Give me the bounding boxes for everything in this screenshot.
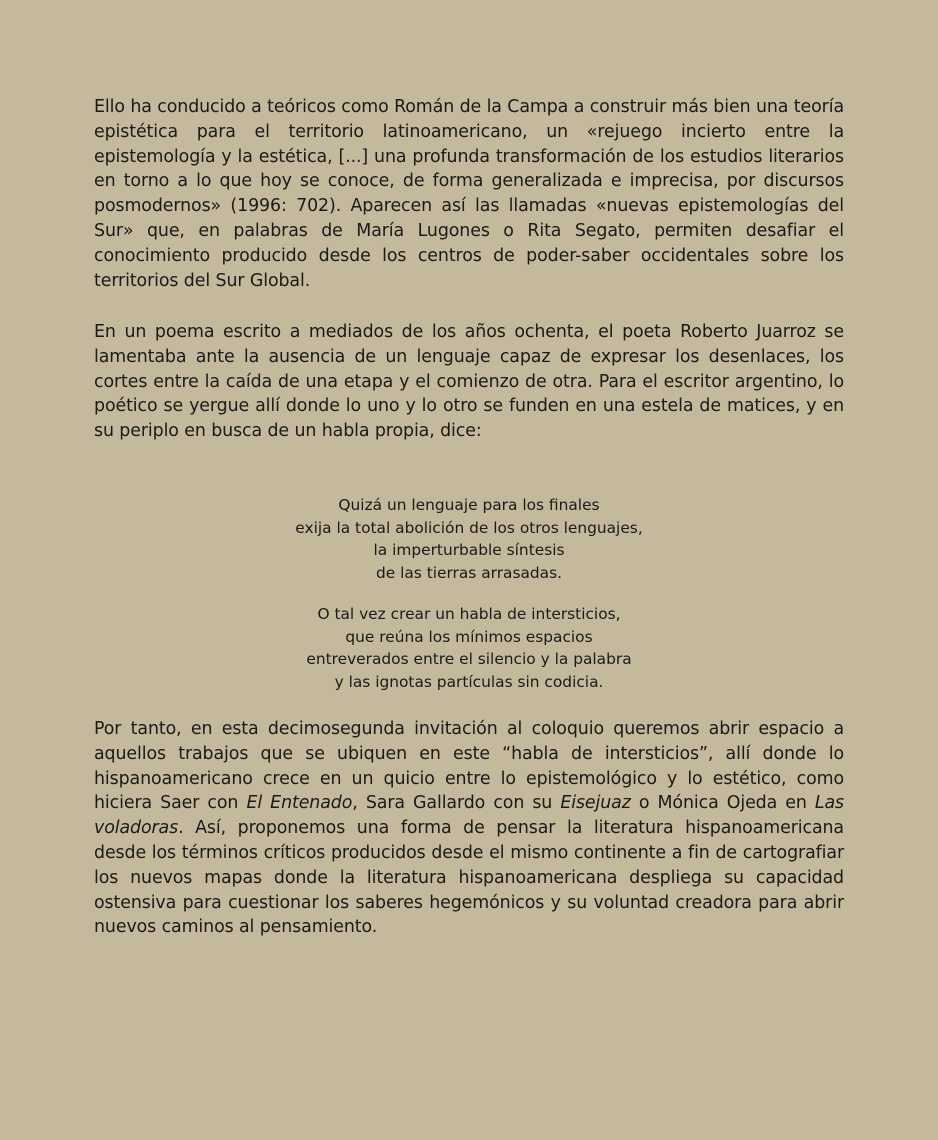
poem-line: entreverados entre el silencio y la palabra: [306, 650, 632, 669]
poem-line: que reúna los mínimos espacios: [345, 627, 593, 646]
poem-line: la imperturbable síntesis: [373, 541, 565, 560]
paragraph-text: . Así, proponemos una forma de pensar la literatura hispanoamericana desde los términos críticos producidos desde el mismo continente a fin de cartografiar los nuevos mapas donde la literatura hispanoamericana despliega su capacidad ostensiva para cuestionar los saberes hegemónicos y su voluntad creadora para abrir nuevos caminos al pensamiento.: [94, 818, 844, 938]
poem-line: de las tierras arrasadas.: [375, 563, 563, 582]
poem-line: exija la total abolición de los otros lenguajes,: [295, 518, 643, 537]
poem-line: O tal vez crear un habla de intersticios,: [317, 605, 621, 623]
paragraph-invitation: [94, 717, 844, 940]
paragraph-text: Por tanto, en esta decimosegunda invitación al coloquio queremos abrir espacio a aquellos trabajos que se ubiquen en este “habla de intersticios”, allí donde lo hispanoamericano crece en un quicio entre lo epistemológico y lo estético, como hiciera Saer con: [94, 719, 844, 814]
paragraph-juarroz: En un poema escrito a mediados de los años ochenta, el poeta Roberto Juarroz se lamentaba ante la ausencia de un lenguaje capaz de expresar los desenlaces, los cortes entre la caída de una etapa y el comienzo de otra. Para el escritor argentino, lo poético se yergue allí donde lo uno y lo otro se funden en una estela de matices, y en su periplo en busca de un habla propia, dice:: [94, 322, 844, 442]
poem-stanza-1: [94, 494, 844, 584]
poem-line: y las ignotas partículas sin codicia.: [334, 672, 604, 691]
book-title-eisejuaz: Eisejuaz: [560, 793, 631, 814]
paragraph-text: o Mónica Ojeda en: [630, 793, 815, 814]
book-title-las-voladoras: Las voladoras: [94, 793, 845, 839]
poem-line: Quizá un lenguaje para los finales: [338, 496, 600, 514]
book-title-el-entenado: El Entenado: [246, 793, 353, 814]
poem-stanza-2: [94, 603, 844, 693]
paragraph-text: , Sara Gallardo con su: [352, 793, 561, 814]
paragraph-intro: Ello ha conducido a teóricos como Román de la Campa a construir más bien una teoría epistética para el territorio latinoamericano, un «rejuego incierto entre la epistemología y la estética, [...] una profunda transformación de los estudios literarios en torno a lo que hoy se conoce, de forma generalizada e imprecisa, por discursos posmodernos» (1996: 702). Aparecen así las llamadas «nuevas epistemologías del Sur» que, en palabras de María Lugones o Rita Segato, permiten desafiar el conocimiento producido desde los centros de poder-saber occidentales sobre los territorios del Sur Global.: [94, 97, 844, 291]
